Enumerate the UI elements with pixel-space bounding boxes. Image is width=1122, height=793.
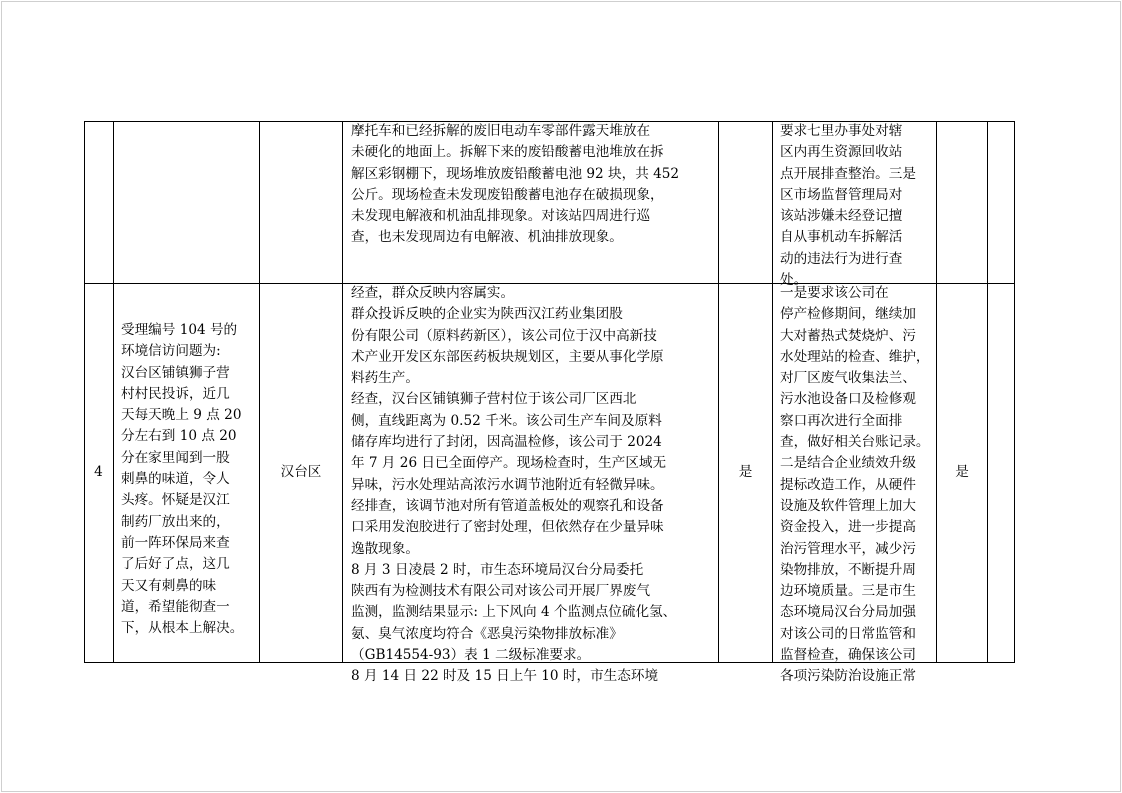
- prev-row-measures: 要求七里办事处对辖 区内再生资源回收站 点开展排查整治。三是 区市场监督管理局对 该站涉嫌未经登记擅 自从事机动车拆解活 动的违法行为进行查 处。: [780, 123, 916, 289]
- prev-row-situation: 摩托车和已经拆解的废旧电动车零部件露天堆放在 未硬化的地面上。拆解下来的废铅酸蓄电池堆放在拆 解区彩钢棚下，现场堆放废铅酸蓄电池 92 块，共 452 公斤。现场检查未发现废铅酸蓄电池存在破损现象， 未发现电解液和机油乱排现象。对该站四周进行巡 查，也未发现周边有电解液、机油排放现象。: [351, 123, 680, 246]
- column-divider: [772, 121, 773, 663]
- column-divider: [113, 121, 114, 663]
- resolved-cell: 是: [955, 464, 969, 481]
- investigation-situation: 经查，群众反映内容属实。 群众投诉反映的企业实为陕西汉江药业集团股 份有限公司（原料药新区），该公司位于汉中高新技 术产业开发区东部医药板块规划区，主要从事化学原 料药生产。 经查，汉台区铺镇狮子营村位于该公司厂区西北 侧，直线距离为 0.52 千米。该公司生产车间及原料 储存库均进行了封闭，因高温检修，该公司于 2024 年 7 月 26 日已全面停产。现场检查时，生产区域无 异味，污水处理站高浓污水调节池附近有轻微异味。 经排查，该调节池对所有管道盖板处的观察孔和设备 口采用发泡胶进行了密封处理，但依然存在少量异味 逸散现象。 8 月 3 日凌晨 2 时，市生态环境局汉台分局委托 陕西有为检测技术有限公司对该公司开展厂界废气 监测，监测结果显示: 上下风向 4 个监测点位硫化氢、 氨、臭气浓度均符合《恶臭污染物排放标准》 （GB14554-93）表 1 二级标准要求。 8 月 14 日 22 时及 15 日上午 10 时，市生态环境: [351, 285, 677, 685]
- complaint-content: 受理编号 104 号的 环境信访问题为: 汉台区铺镇狮子营 村村民投诉，近几 天每天晚上 9 点 20 分左右到 10 点 20 分在家里闻到一股 刺鼻的味道，令人 头疼。怀疑是汉江 制药厂放出来的， 前一阵环保局来查 了后好了点，这几 天又有刺鼻的味 道，希望能彻查一 下，从根本上解决。: [121, 322, 244, 637]
- complaint-table: [84, 121, 1015, 685]
- verified-cell: 是: [738, 464, 753, 481]
- district-cell: 汉台区: [280, 464, 322, 481]
- table-border-right: [1014, 121, 1015, 663]
- column-divider: [987, 121, 988, 663]
- row-number: 4: [94, 464, 103, 481]
- rectification-measures: 一是要求该公司在 停产检修期间，继续加 大对蓄热式焚烧炉、污 水处理站的检查、维护， 对厂区废气收集法兰、 污水池设备口及检修观 察口再次进行全面排 查，做好相关台账记录。 二是结合企业绩效升级 提标改造工作，从硬件 设施及软件管理上加大 资金投入，进一步提高 治污管理水平，减少污 染物排放，不断提升周 边环境质量。三是市生 态环境局汉台分局加强 对该公司的日常监管和 监督检查，确保该公司 各项污染防治设施正常: [780, 285, 930, 685]
- column-divider: [342, 121, 343, 663]
